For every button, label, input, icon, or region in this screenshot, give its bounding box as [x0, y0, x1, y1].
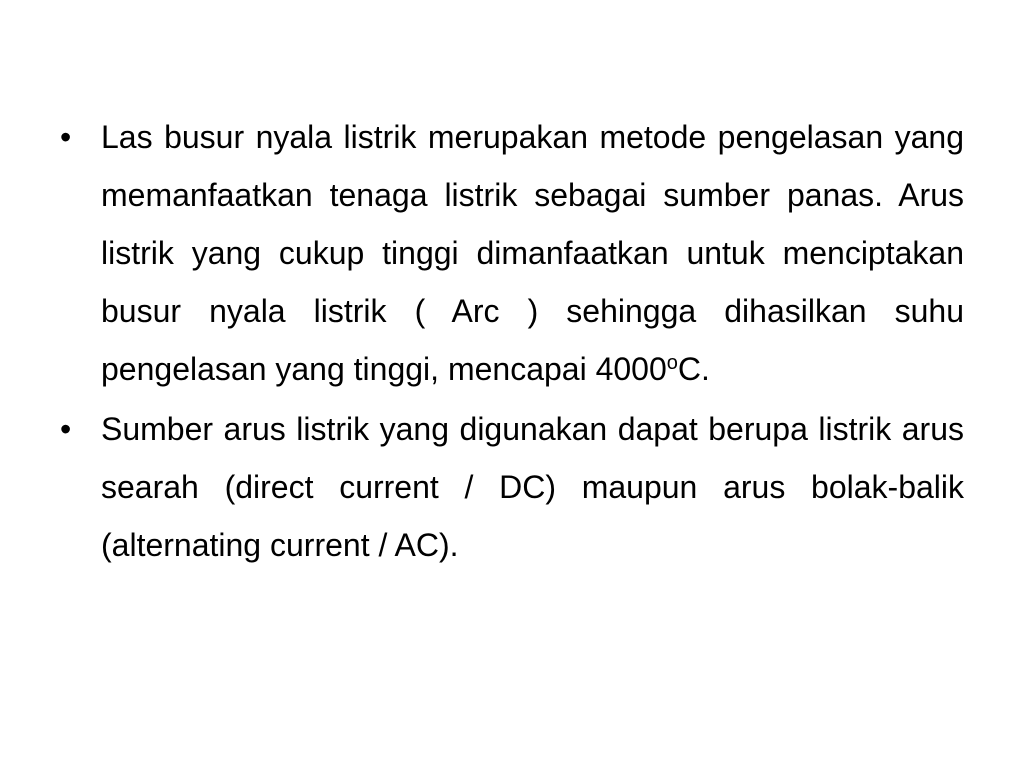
bullet-marker: • [60, 411, 72, 447]
degree-superscript: o [666, 352, 678, 374]
bullet-text-1 [101, 108, 964, 398]
bullet-text-2: Sumber arus listrik yang digunakan dapat berupa listrik arus searah (direct current / DC) maupun arus bolak-balik (alternating current / AC). [101, 411, 964, 563]
bullet-item-1 [60, 108, 964, 398]
bullet-marker: • [60, 119, 72, 155]
bullet-text-1-body: Las busur nyala listrik merupakan metode pengelasan yang memanfaatkan tenaga listrik sebagai sumber panas. Arus listrik yang cukup tinggi dimanfaatkan untuk menciptakan busur nyala listrik ( Arc ) sehingga dihasilkan suhu pengelasan yang tinggi, mencapai 4000 [101, 119, 964, 387]
bullet-list [60, 108, 964, 576]
bullet-item-2 [60, 400, 964, 574]
bullet-text-1-suffix: C. [677, 351, 710, 387]
